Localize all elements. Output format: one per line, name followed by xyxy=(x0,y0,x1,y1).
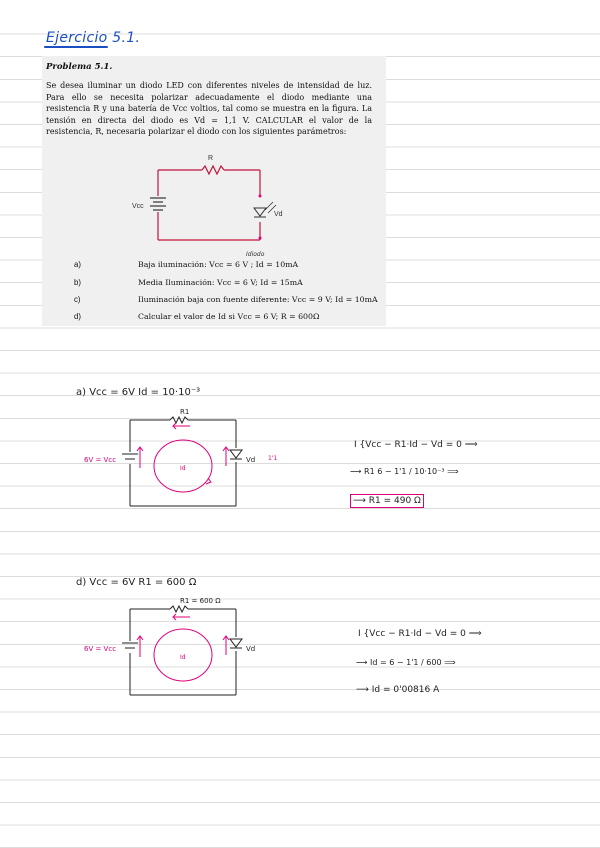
option-a-text: Baja iluminación: Vcc = 6 V ; Id = 10mA xyxy=(138,260,299,269)
problem-statement: Se desea iluminar un diodo LED con diferentes niveles de intensidad de luz. Para ello se necesita polarizar adecuadamente el diodo mediante una resistencia R y una batería de Vcc voltios, tal como se muestra en la figura. La tensión en directa del diodo es Vd = 1,1 V. CALCULAR el valor de la resistencia, R, necesaria polarizar el diodo con los siguientes parámetros: xyxy=(46,81,372,137)
option-d-letter: d) xyxy=(74,312,81,321)
solution-a-source-label: 6V = Vcc xyxy=(84,456,117,464)
schematic-r-label: R xyxy=(208,155,214,162)
led-symbol xyxy=(254,202,276,217)
title-underline xyxy=(44,46,108,48)
solution-d-source-label: 6V = Vcc xyxy=(84,645,117,653)
solution-a-result: ⟶ R1 = 490 Ω xyxy=(350,494,424,508)
solution-d-eq1: I {Vcc − R1·Id − Vd = 0 ⟹ xyxy=(358,629,482,639)
solution-d-r-label: R1 = 600 Ω xyxy=(180,597,221,605)
solution-d-eq2: ⟶ Id = 6 − 1'1 / 600 ⟹ xyxy=(356,658,456,667)
solution-d-result: ⟶ Id = 0'00816 A xyxy=(356,685,440,695)
option-b-letter: b) xyxy=(74,278,81,287)
solution-a-circuit xyxy=(80,404,280,514)
solution-a-loop-label: Id xyxy=(180,465,186,472)
solution-a-r-label: R1 xyxy=(180,408,190,416)
option-b-text: Media Iluminación: Vcc = 6 V; Id = 15mA xyxy=(138,278,303,287)
solution-d-header: d) Vcc = 6V R1 = 600 Ω xyxy=(76,577,197,588)
solution-a-eq1: I {Vcc − R1·Id − Vd = 0 ⟹ xyxy=(354,440,478,450)
option-c-letter: c) xyxy=(74,295,81,304)
circuit-schematic xyxy=(128,150,318,262)
schematic-vd-label: Vd xyxy=(274,211,283,218)
solution-d-loop-label: Id xyxy=(180,654,186,661)
option-a-letter: a) xyxy=(74,260,81,269)
solution-a-diode-value: 1'1 xyxy=(268,455,278,462)
schematic-current-note: Idiodo xyxy=(246,251,265,258)
option-d-text: Calcular el valor de Id si Vcc = 6 V; R = 600Ω xyxy=(138,312,320,321)
solution-d-diode-label: Vd xyxy=(246,645,256,653)
solution-a-eq2: ⟶ R1 6 − 1'1 / 10·10⁻³ ⟹ xyxy=(350,467,459,476)
solution-d-circuit xyxy=(80,593,280,703)
solution-a-diode-label: Vd xyxy=(246,456,256,464)
solution-a-header: a) Vcc = 6V Id = 10·10⁻³ xyxy=(76,387,201,398)
resistor-symbol xyxy=(202,166,224,174)
page-title: Ejercicio 5.1. xyxy=(46,30,141,46)
option-c-text: Iluminación baja con fuente diferente: Vcc = 9 V; Id = 10mA xyxy=(138,295,378,304)
schematic-vcc-label: Vcc xyxy=(132,203,144,210)
problem-heading: Problema 5.1. xyxy=(46,62,113,72)
